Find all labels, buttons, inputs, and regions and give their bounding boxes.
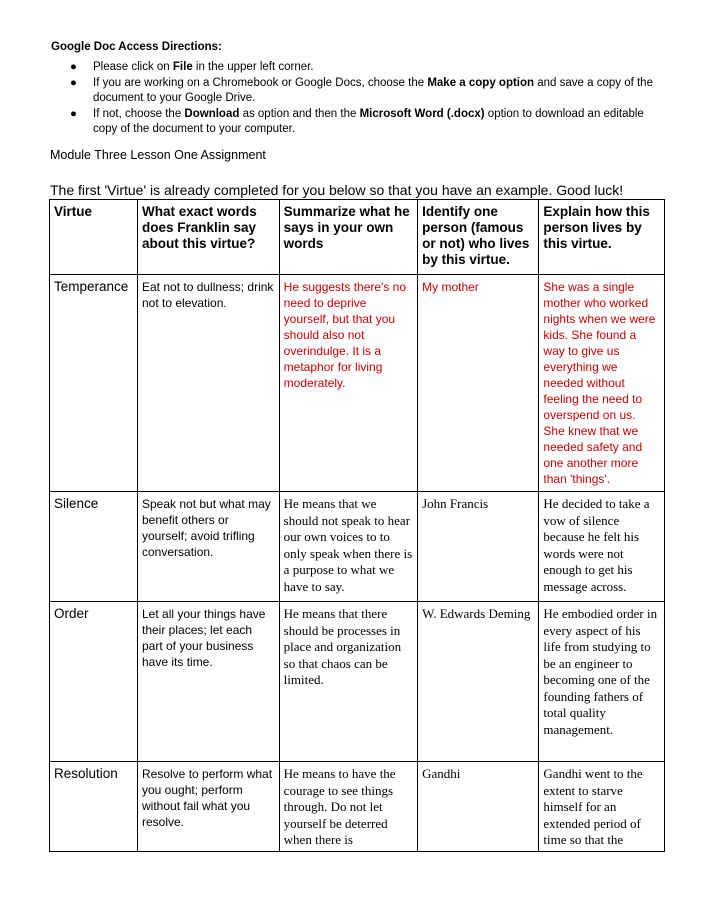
table-row <box>50 492 665 602</box>
table-row <box>50 602 665 762</box>
summary-cell[interactable]: He means that we should not speak to hear our own voices to to only speak when there is a purpose to what we have to say. <box>279 492 417 602</box>
directions-item <box>51 107 671 137</box>
table-row <box>50 275 665 492</box>
explanation-cell[interactable] <box>539 762 665 852</box>
bullet-icon: ● <box>70 77 77 89</box>
franklin-words-cell[interactable]: Resolve to perform what you ought; perform without fail what you resolve. <box>138 762 280 852</box>
franklin-words-cell[interactable]: Let all your things have their places; let each part of your business have its time. <box>138 602 280 762</box>
explanation-cell[interactable]: She was a single mother who worked nights when we were kids. She found a way to give us everything we needed without feeling the need to overspend on us. She knew that we needed safety and one another more than 'things'. <box>539 275 665 492</box>
explanation-cell[interactable]: He embodied order in every aspect of his life from studying to be an engineer to becoming one of the founding fathers of total quality management. <box>539 602 665 762</box>
explanation-cell[interactable]: He decided to take a vow of silence because he felt his words were not enough to get his message across. <box>539 492 665 602</box>
bold-text: Make a copy option <box>427 77 535 89</box>
header-person: Identify one person (famous or not) who lives by this virtue. <box>418 200 539 275</box>
bullet-icon: ● <box>70 61 77 73</box>
plain-text: If not, choose the <box>93 108 185 120</box>
directions-item-text <box>93 77 653 104</box>
virtue-cell[interactable]: Resolution <box>50 762 138 852</box>
directions-list <box>51 60 671 138</box>
plain-text: and save a copy of the document to your Google Drive. <box>93 77 653 104</box>
bold-text: Download <box>184 108 240 120</box>
plain-text: option to download an editable copy of the document to your computer. <box>93 108 644 135</box>
explanation-text: Gandhi went to the extent to starve himself for an extended period of time so that the <box>543 766 643 846</box>
franklin-words-cell[interactable]: Eat not to dullness; drink not to elevation. <box>138 275 280 492</box>
person-cell[interactable]: John Francis <box>418 492 539 602</box>
directions-title: Google Doc Access Directions: <box>51 41 222 53</box>
module-title: Module Three Lesson One Assignment <box>50 148 266 162</box>
header-summary: Summarize what he says in your own words <box>279 200 417 275</box>
header-explanation: Explain how this person lives by this virtue. <box>539 200 665 275</box>
directions-item <box>51 60 671 75</box>
virtue-cell[interactable]: Order <box>50 602 138 762</box>
virtue-cell[interactable]: Silence <box>50 492 138 602</box>
bold-text: File <box>172 61 193 73</box>
summary-cell[interactable]: He suggests there's no need to deprive yourself, but that you should also not overindulge. It is a metaphor for living moderately. <box>279 275 417 492</box>
plain-text: If you are working on a Chromebook or Google Docs, choose the <box>93 77 428 89</box>
summary-text: He means to have the courage to see things through. Do not let yourself be deterred when there is <box>283 766 396 846</box>
intro-text: The first 'Virtue' is already completed for you below so that you have an example. Good luck! <box>50 182 624 198</box>
directions-item-text <box>93 61 314 73</box>
header-franklin-words: What exact words does Franklin say about this virtue? <box>138 200 280 275</box>
header-virtue: Virtue <box>50 200 138 275</box>
bullet-icon: ● <box>70 108 77 120</box>
directions-item <box>51 76 671 106</box>
virtues-table <box>49 199 665 852</box>
summary-cell[interactable] <box>279 762 417 852</box>
plain-text: as option and then the <box>239 108 360 120</box>
franklin-words-cell[interactable]: Speak not but what may benefit others or yourself; avoid trifling conversation. <box>138 492 280 602</box>
person-cell[interactable]: My mother <box>418 275 539 492</box>
directions-item-text <box>93 108 644 135</box>
table-header-row <box>50 200 665 275</box>
plain-text: in the upper left corner. <box>192 61 314 73</box>
person-cell[interactable]: Gandhi <box>418 762 539 852</box>
plain-text: Please click on <box>93 61 173 73</box>
bold-text: Microsoft Word (.docx) <box>359 108 485 120</box>
virtue-cell[interactable]: Temperance <box>50 275 138 492</box>
summary-cell[interactable]: He means that there should be processes in place and organization so that chaos can be limited. <box>279 602 417 762</box>
table-row <box>50 762 665 852</box>
person-cell[interactable]: W. Edwards Deming <box>418 602 539 762</box>
